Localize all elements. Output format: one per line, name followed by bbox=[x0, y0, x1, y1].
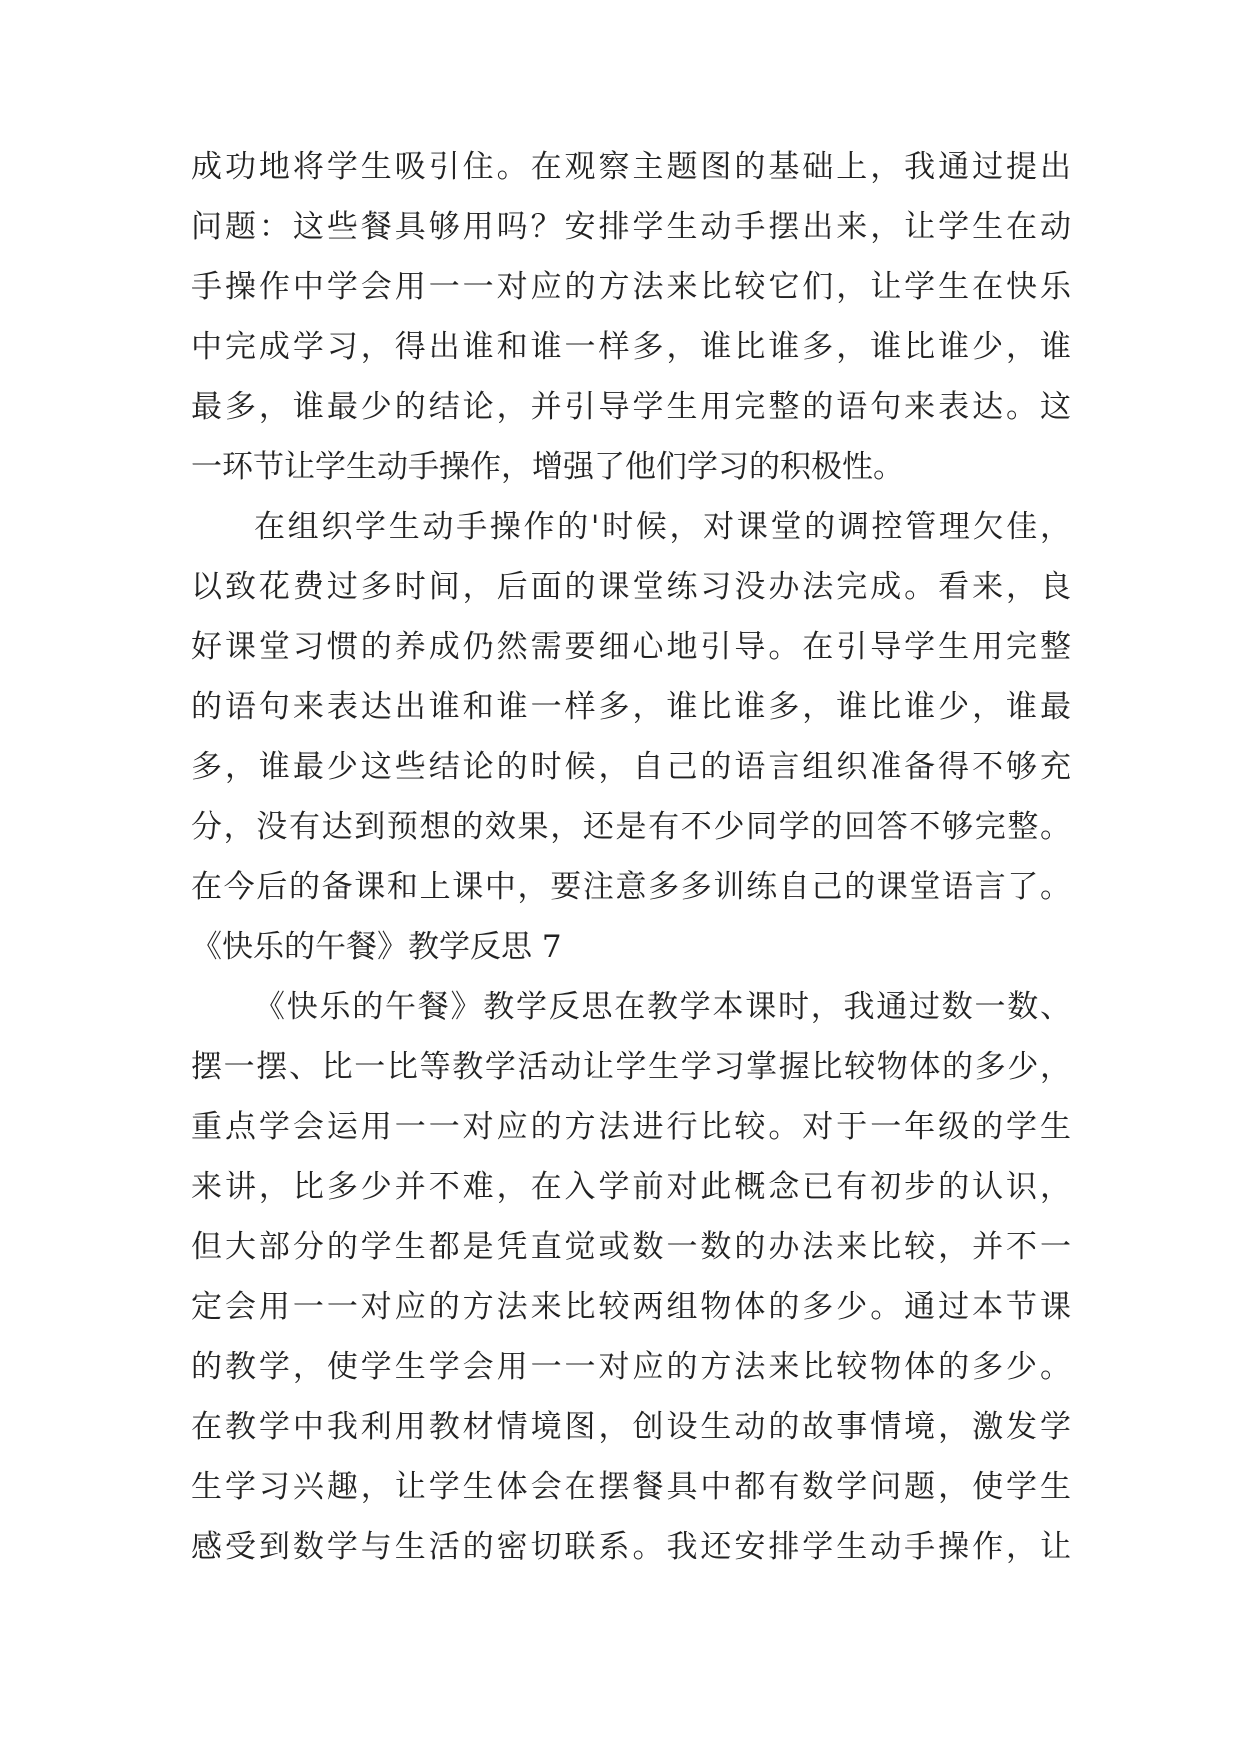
section-heading: 《快乐的午餐》教学反思 7 bbox=[191, 929, 562, 965]
paragraph-line: 中完成学习，得出谁和谁一样多，谁比谁多，谁比谁少，谁 bbox=[191, 329, 1071, 365]
paragraph-line: 最多，谁最少的结论，并引导学生用完整的语句来表达。这 bbox=[191, 389, 1071, 425]
paragraph-line: 的教学，使学生学会用一一对应的方法来比较物体的多少。 bbox=[191, 1349, 1071, 1385]
paragraph-line: 重点学会运用一一对应的方法进行比较。对于一年级的学生 bbox=[191, 1109, 1071, 1145]
paragraph-line: 《快乐的午餐》教学反思在教学本课时，我通过数一数、 bbox=[254, 989, 1071, 1025]
paragraph-line: 问题：这些餐具够用吗？安排学生动手摆出来，让学生在动 bbox=[191, 209, 1071, 245]
paragraph-line: 多，谁最少这些结论的时候，自己的语言组织准备得不够充 bbox=[191, 749, 1071, 785]
paragraph-line: 生学习兴趣，让学生体会在摆餐具中都有数学问题，使学生 bbox=[191, 1469, 1071, 1505]
paragraph-line: 手操作中学会用一一对应的方法来比较它们，让学生在快乐 bbox=[191, 269, 1071, 305]
paragraph-line: 一环节让学生动手操作，增强了他们学习的积极性。 bbox=[191, 449, 904, 485]
paragraph-line: 摆一摆、比一比等教学活动让学生学习掌握比较物体的多少， bbox=[191, 1049, 1071, 1085]
paragraph-line: 以致花费过多时间，后面的课堂练习没办法完成。看来，良 bbox=[191, 569, 1071, 605]
paragraph-line: 在组织学生动手操作的'时候，对课堂的调控管理欠佳， bbox=[254, 509, 1071, 545]
paragraph-line: 好课堂习惯的养成仍然需要细心地引导。在引导学生用完整 bbox=[191, 629, 1071, 665]
paragraph-line: 感受到数学与生活的密切联系。我还安排学生动手操作，让 bbox=[191, 1529, 1071, 1565]
paragraph-line: 分，没有达到预想的效果，还是有不少同学的回答不够完整。 bbox=[191, 809, 1071, 845]
paragraph-line: 在教学中我利用教材情境图，创设生动的故事情境，激发学 bbox=[191, 1409, 1071, 1445]
paragraph-line: 定会用一一对应的方法来比较两组物体的多少。通过本节课 bbox=[191, 1289, 1071, 1325]
paragraph-line: 但大部分的学生都是凭直觉或数一数的办法来比较，并不一 bbox=[191, 1229, 1071, 1265]
paragraph-line: 在今后的备课和上课中，要注意多多训练自己的课堂语言了。 bbox=[191, 869, 1071, 905]
paragraph-line: 来讲，比多少并不难，在入学前对此概念已有初步的认识， bbox=[191, 1169, 1071, 1205]
paragraph-line: 的语句来表达出谁和谁一样多，谁比谁多，谁比谁少，谁最 bbox=[191, 689, 1071, 725]
paragraph-line: 成功地将学生吸引住。在观察主题图的基础上，我通过提出 bbox=[191, 149, 1071, 185]
